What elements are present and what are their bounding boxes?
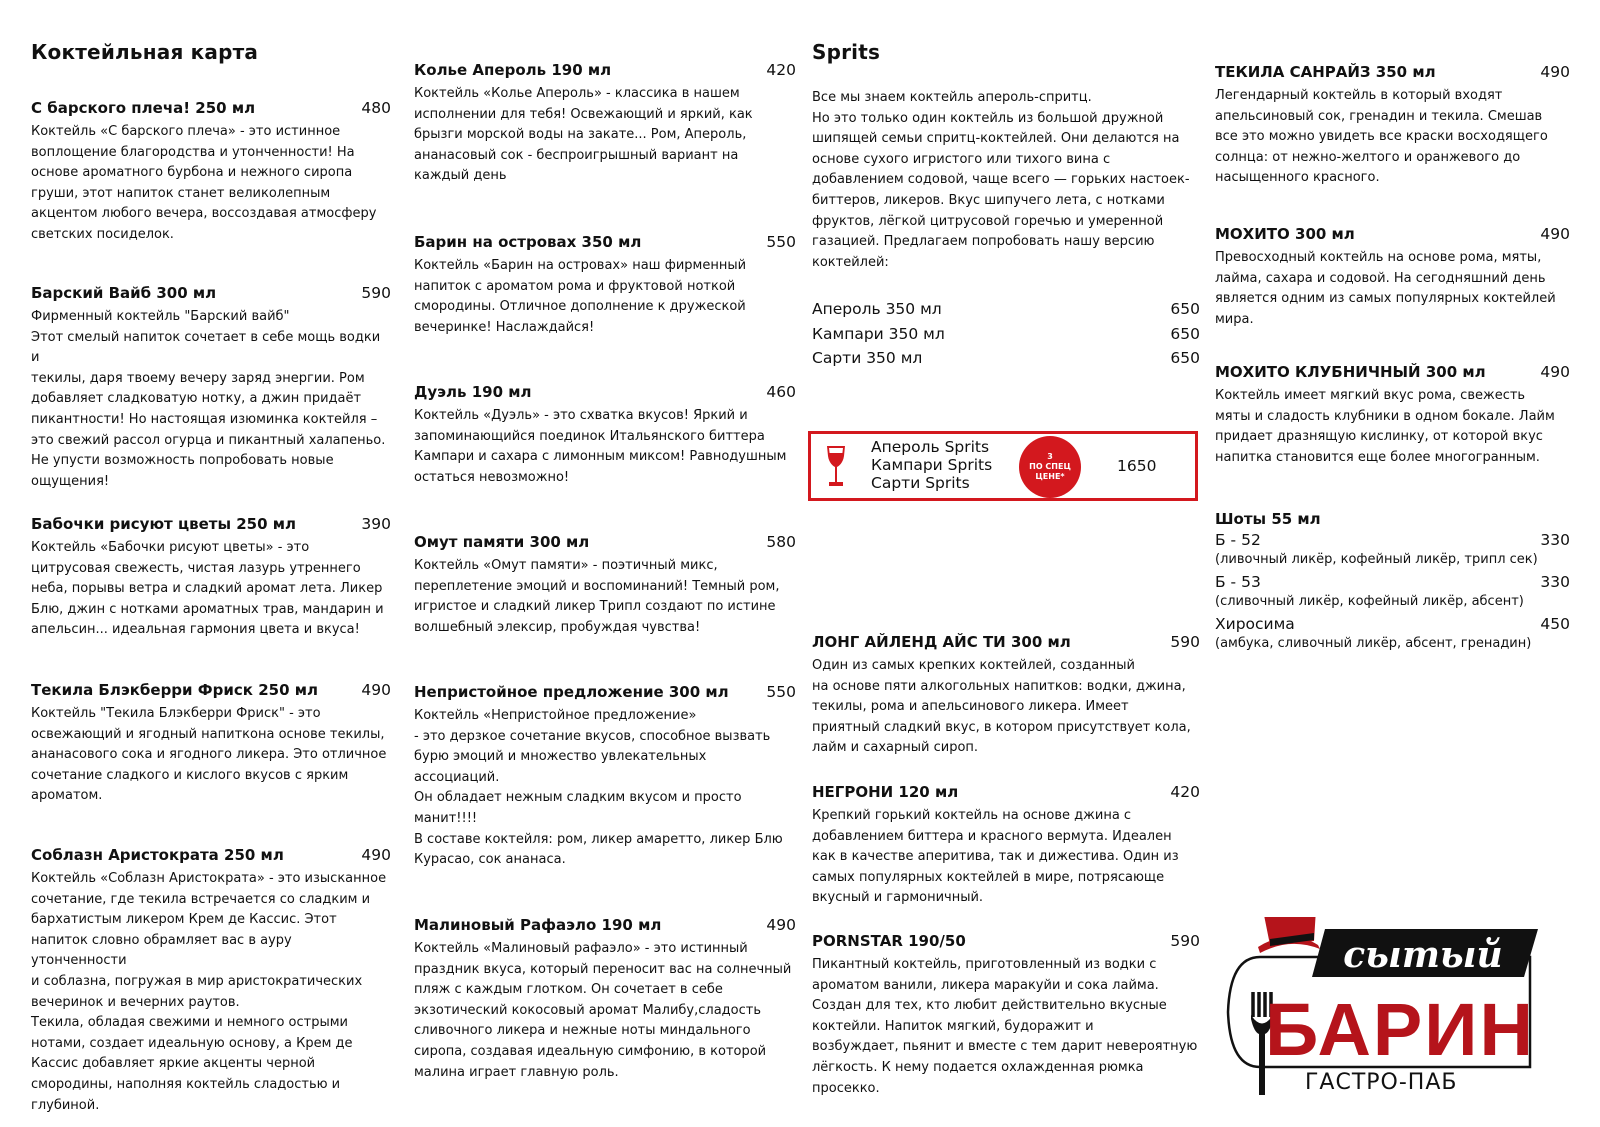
menu-item: [812, 782, 1200, 909]
shots-title: Шоты 55 мл: [1215, 510, 1321, 528]
sprits-row: [812, 322, 1200, 347]
item-description: Крепкий горький коктейль на основе джина с добавлением биттера и красного вермута. Идеален как в качестве аперитива, так и дижестива. Один из самых популярных коктейлей в мире, потрясающе вкусный и гармоничный.: [812, 808, 1179, 906]
shot-item: [1215, 530, 1570, 570]
menu-item: [1215, 224, 1570, 330]
menu-item: [1215, 362, 1570, 468]
item-price: 490: [1540, 63, 1570, 81]
item-name: PORNSTAR 190/50: [812, 932, 966, 950]
item-name: Соблазн Аристократа 250 мл: [31, 846, 284, 864]
promo-price: 1650: [1117, 457, 1157, 475]
sprits-name: Кампари 350 мл: [812, 324, 945, 343]
item-price: 420: [766, 61, 796, 79]
item-price: 490: [361, 846, 391, 864]
item-description: Пикантный коктейль, приготовленный из водки с ароматом ванили, ликера маракуйи и сока лайма. Создан для тех, кто любит действительно вкусные коктейли. Напиток мягкий, будоражит и возбуждает, пьянит и вместе с тем дарит невероятную лёгкость. К нему подается охлажденная рюмка просекко.: [812, 957, 1198, 1096]
item-price: 580: [766, 533, 796, 551]
item-name: Барин на островах 350 мл: [414, 233, 642, 251]
item-description: Коктейль имеет мягкий вкус рома, свежесть мяты и сладость клубники в одном бокале. Лайм придает дразнящую кислинку, от которой вкус напитка становится еще более многогранным.: [1215, 388, 1555, 465]
menu-item: [31, 514, 391, 641]
menu-column-2: [414, 0, 796, 1127]
shot-price: 330: [1540, 531, 1570, 549]
menu-item: [1215, 62, 1570, 189]
item-price: 550: [766, 683, 796, 701]
sprits-row: [812, 297, 1200, 322]
shot-name: Хиросима: [1215, 615, 1295, 633]
item-name: ЛОНГ АЙЛЕНД АЙС ТИ 300 мл: [812, 633, 1071, 651]
promo-name: Апероль Sprits: [871, 438, 990, 456]
menu-item: [414, 915, 796, 1083]
item-name: Малиновый Рафаэло 190 мл: [414, 916, 662, 934]
item-price: 390: [361, 515, 391, 533]
top-hat-icon: [1258, 917, 1320, 953]
item-name: МОХИТО 300 мл: [1215, 225, 1355, 243]
menu-item: [31, 98, 391, 246]
menu-item: [31, 845, 391, 1116]
menu-column-1: [31, 0, 391, 1127]
item-name: С барского плеча! 250 мл: [31, 99, 256, 117]
item-price: 490: [1540, 225, 1570, 243]
item-description: Коктейль «Омут памяти» - поэтичный микс, переплетение эмоций и воспоминаний! Темный ром, игристое и сладкий ликер Трипл создают по истине волшебный элексир, пробуждая чувства!: [414, 558, 780, 635]
logo-script-text: сытый: [1343, 934, 1503, 976]
badge-line: 3: [1047, 452, 1053, 461]
menu-item: [414, 232, 796, 338]
menu-column-3: [812, 0, 1200, 1127]
shot-name: Б - 52: [1215, 531, 1261, 549]
item-price: 490: [766, 916, 796, 934]
item-name: Бабочки рисуют цветы 250 мл: [31, 515, 297, 533]
shot-description: (сливочный ликёр, кофейный ликёр, абсент): [1215, 594, 1524, 609]
shot-name: Б - 53: [1215, 573, 1261, 591]
menu-item: [414, 60, 796, 187]
menu-item: [414, 682, 796, 871]
menu-item: [31, 283, 391, 492]
page-title: Коктейльная карта: [31, 40, 259, 64]
shot-price: 450: [1540, 615, 1570, 633]
item-description: Коктейль «Непристойное предложение» - это дерзкое сочетание вкусов, способное вызвать бурю эмоций и множество увлекательных ассоциаций. Он обладает нежным сладким вкусом и просто манит!!!! В составе коктейля: ром, ликер амаретто, ликер Блю Курасао, сок ананаса.: [414, 708, 783, 868]
menu-item: [31, 680, 391, 807]
item-description: Коктейль "Текила Блэкберри Фриск" - это освежающий и ягодный напиткона основе текилы, ананасового сока и ягодного ликера. Это отличное сочетание сладкого и кислого вкусов с ярким ароматом.: [31, 706, 387, 804]
item-price: 590: [361, 284, 391, 302]
item-description: Фирменный коктейль "Барский вайб" Этот смелый напиток сочетает в себе мощь водки и текилы, даря твоему вечеру заряд энергии. Ром добавляет сладковатую нотку, а джин придаёт пикантности! Но настоящая изюминка коктейля – это свежий рассол огурца и пикантный халапеньо. Не упусти возможность попробовать новые ощущения!: [31, 309, 386, 489]
shot-item: [1215, 572, 1570, 612]
item-price: 490: [361, 681, 391, 699]
item-price: 490: [1540, 363, 1570, 381]
sprits-list: [812, 297, 1200, 371]
item-description: Легендарный коктейль в который входят апельсиновый сок, гренадин и текила. Смешав все это можно увидеть все краски восходящего солнца: от нежно-желтого и оранжевого до насыщенного красного.: [1215, 88, 1548, 186]
item-description: Коктейль «Соблазн Аристократа» - это изысканное сочетание, где текила встречается со сладким и бархатистым ликером Крем де Кассис. Этот напиток словно обрамляет вас в ауру утонченности и соблазна, погружая в мир аристократических вечеринок и вечерних раутов. Текила, обладая свежими и немного острыми нотами, создает идеальную основу, а Крем де Кассис добавляет яркие акценты черной смородины, наполняя коктейль сладостью и глубиной.: [31, 871, 387, 1113]
item-description: Коктейль «Барин на островах» наш фирменный напиток с ароматом рома и фруктовой ноткой смородины. Отличное дополнение к дружеской вечеринке! Наслаждайся!: [414, 258, 747, 335]
wine-glass-icon: [824, 444, 848, 490]
promo-name: Сарти Sprits: [871, 474, 970, 492]
item-name: НЕГРОНИ 120 мл: [812, 783, 959, 801]
item-price: 590: [1170, 932, 1200, 950]
special-price-badge: [1019, 436, 1081, 498]
menu-item: [812, 931, 1200, 1099]
menu-item: [414, 532, 796, 638]
shot-description: (ливочный ликёр, кофейный ликёр, трипл сек): [1215, 552, 1538, 567]
item-name: Текила Блэкберри Фриск 250 мл: [31, 681, 318, 699]
item-price: 460: [766, 383, 796, 401]
menu-item: [414, 382, 796, 488]
badge-line: ПО СПЕЦ: [1029, 462, 1071, 471]
sprits-price: 650: [1170, 324, 1200, 343]
menu-item: [812, 632, 1200, 759]
sprits-price: 650: [1170, 349, 1200, 367]
item-description: Коктейль «Дуэль» - это схватка вкусов! Яркий и запоминающийся поединок Итальянского биттера Кампари и сахара с лимонным миксом! Равнодушным остаться невозможно!: [414, 408, 787, 485]
item-price: 480: [361, 99, 391, 117]
item-description: Один из самых крепких коктейлей, созданный на основе пяти алкогольных напитков: водки, джина, текилы, рома и апельсинового ликера. Имеет приятный сладкий вкус, в котором присутствует кола, лайм и сахарный сироп.: [812, 658, 1191, 756]
promo-names: [871, 438, 992, 492]
promo-name: Кампари Sprits: [871, 456, 993, 474]
item-price: 590: [1170, 633, 1200, 651]
sprits-title: Sprits: [812, 40, 881, 64]
sprits-name: Сарти 350 мл: [812, 349, 923, 367]
sprits-price: 650: [1170, 300, 1200, 318]
item-name: Омут памяти 300 мл: [414, 533, 590, 551]
sprits-row: [812, 346, 1200, 371]
item-name: МОХИТО КЛУБНИЧНЫЙ 300 мл: [1215, 363, 1486, 381]
sprits-name: Апероль 350 мл: [812, 300, 942, 318]
sprits-intro: Все мы знаем коктейль апероль-спритц. Но это только один коктейль из большой дружной шипящей семьи спритц-коктейлей. Они делаются на основе сухого игристого или тихого вина с добавлением содовой, чаще всего — горьких настоек- биттеров, ликеров. Вкус шипучего лета, с нотками фруктов, лёгкой цитрусовой горечью и умеренной газацией. Предлагаем попробовать нашу версию коктейлей:: [812, 90, 1190, 270]
badge-line: ЦЕНЕ*: [1035, 472, 1065, 481]
item-description: Превосходный коктейль на основе рома, мяты, лайма, сахара и содовой. На сегодняшний день является одним из самых популярных коктейлей мира.: [1215, 250, 1556, 327]
item-name: Дуэль 190 мл: [414, 383, 532, 401]
item-name: Колье Апероль 190 мл: [414, 61, 612, 79]
logo-main-text: БАРИН: [1265, 988, 1535, 1071]
shot-item: [1215, 614, 1570, 654]
shot-price: 330: [1540, 573, 1570, 591]
item-price: 420: [1170, 783, 1200, 801]
shot-description: (амбука, сливочный ликёр, абсент, гренадин): [1215, 636, 1532, 651]
promo-box: [808, 431, 1198, 501]
item-description: Коктейль «С барского плеча» - это истинное воплощение благородства и утонченности! На основе ароматного бурбона и нежного сиропа груши, этот напиток станет великолепным акцентом любого вечера, воссоздавая атмосферу светских посиделок.: [31, 124, 377, 242]
item-description: Коктейль «Колье Апероль» - классика в нашем исполнении для тебя! Освежающий и яркий, как брызги морской воды на закате... Ром, Апероль, ананасовый сок - беспроигрышный вариант на каждый день: [414, 86, 753, 184]
item-price: 550: [766, 233, 796, 251]
logo-subtitle: ГАСТРО-ПАБ: [1305, 1070, 1458, 1095]
item-description: Коктейль «Бабочки рисуют цветы» - это цитрусовая свежесть, чистая лазурь утреннего неба, порывы ветра и сладкий аромат лета. Ликер Блю, джин с нотками ароматных трав, мандарин и апельсин... идеальная гармония цвета и вкуса!: [31, 540, 384, 638]
item-name: Барский Вайб 300 мл: [31, 284, 217, 302]
item-description: Коктейль «Малиновый рафаэло» - это истинный праздник вкуса, который переносит вас на солнечный пляж с каждым глотком. Он сочетает в себе экзотический кокосовый аромат Малибу,сладость сливочного ликера и нежные ноты миндального сиропа, создавая идеальную симфонию, в которой малина играет главную роль.: [414, 941, 792, 1080]
item-name: ТЕКИЛА САНРАЙЗ 350 мл: [1215, 63, 1436, 81]
item-name: Непристойное предложение 300 мл: [414, 683, 729, 701]
